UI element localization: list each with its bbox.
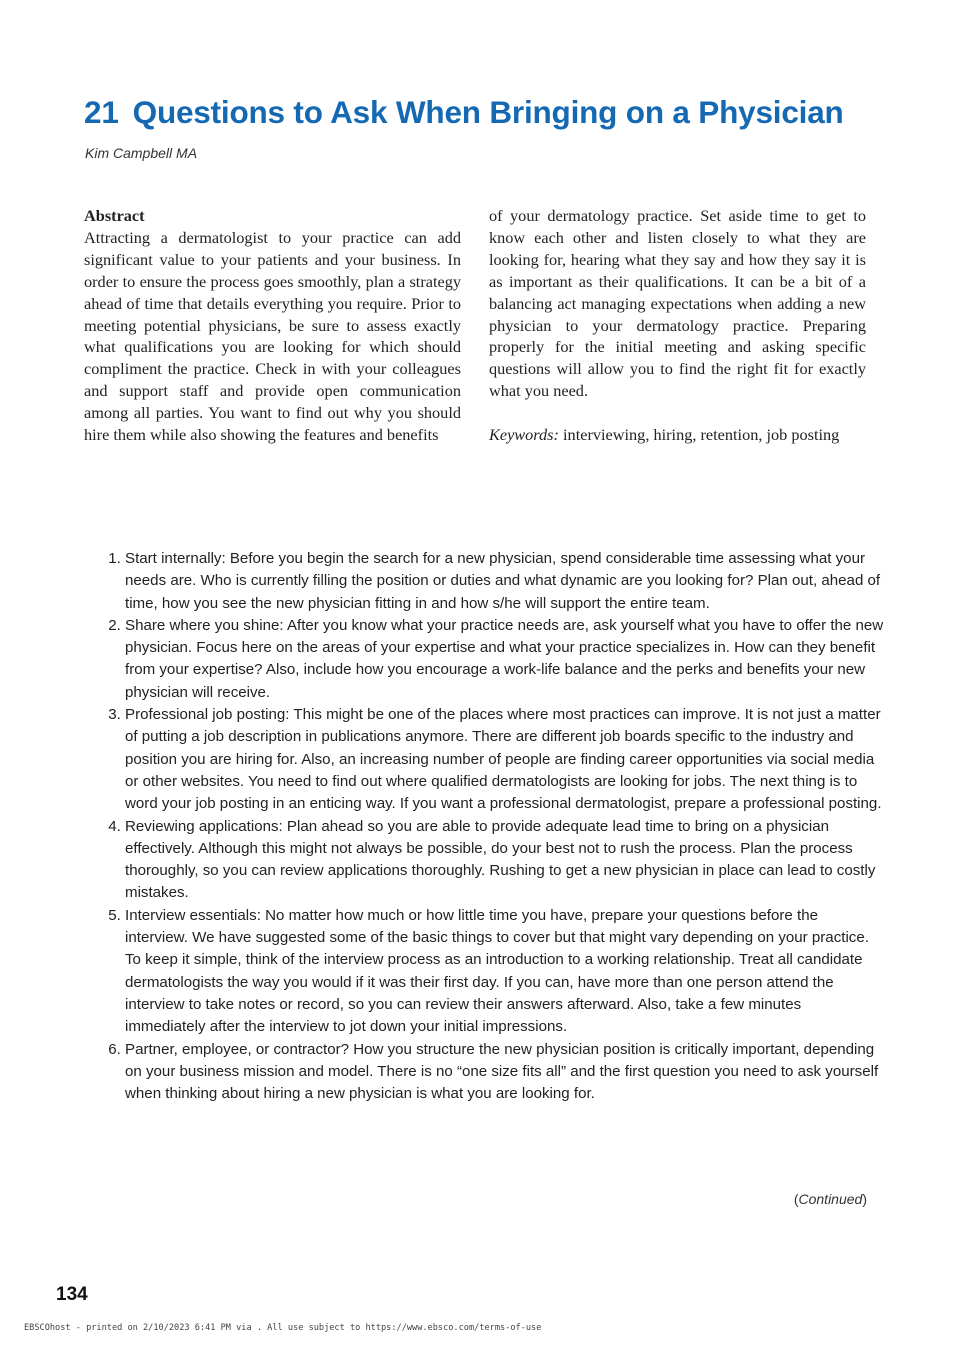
- footer-note: EBSCOhost - printed on 2/10/2023 6:41 PM via . All use subject to https://www.ebsco.com/terms-of-use: [24, 1323, 542, 1333]
- question-item-4: 4. Reviewing applications: Plan ahead so you are able to provide adequate lead time to bring on a physician effectively. Although this might not always be possible, do your best not to rush the process. Plan the process thoroughly, so you can review applications thoroughly. Rushing to get a new physician in place can lead to costly mistakes.: [125, 816, 885, 905]
- chapter-number: 21: [84, 94, 119, 130]
- questions-list: [95, 548, 885, 1105]
- keywords-label: Keywords:: [489, 425, 559, 445]
- question-item-3: 3. Professional job posting: This might be one of the places where most practices can improve. It is not just a matter of putting a job description in publications anymore. There are different job boards specific to the industry and position you are hiring for. Also, an increasing number of people are finding career opportunities via social media or other websites. You need to find out where qualified dermatologists are looking for jobs. The next thing is to word your job posting in an enticing way. If you want a professional dermatologist, prepare a professional posting.: [125, 704, 885, 815]
- continued-note: (Continued): [793, 1191, 867, 1207]
- question-item-6: 6. Partner, employee, or contractor? How you structure the new physician position is critically important, depending on your business mission and model. There is no “one size fits all” and the first question you need to ask yourself when thinking about hiring a new physician is what you are looking for.: [125, 1039, 885, 1106]
- chapter-title: [84, 94, 844, 131]
- keywords-list: interviewing, hiring, retention, job posting: [563, 425, 840, 445]
- keywords: [489, 424, 866, 446]
- abstract-column-right: [489, 205, 866, 446]
- question-item-2: 2. Share where you shine: After you know what your practice needs are, ask yourself what you have to offer the new physician. Focus here on the areas of your expertise and what your practice specializes in. How can they benefit from your expertise? Also, include how you encourage a work-life balance and the perks and benefits your new physician will receive.: [125, 615, 885, 704]
- abstract-text-part-2: of your dermatology practice. Set aside time to get to know each other and listen closely to what they are looking for, hearing what they say and how they say it is as important as their qualifications. It can be a bit of a balancing act managing expectations when adding a new physician to your dermatology practice. Preparing properly for the initial meeting and asking specific questions will allow you to find the right fit for exactly what you need.: [489, 206, 866, 401]
- chapter-title-text: Questions to Ask When Bringing on a Physician: [132, 94, 844, 130]
- question-item-5: 5. Interview essentials: No matter how much or how little time you have, prepare your questions before the interview. We have suggested some of the basic things to cover but that might vary depending on your practice. To keep it simple, think of the interview process as an introduction to a working relationship. Treat all candidate dermatologists the way you would if it was their first day. If you can, have more than one person attend the interview to take notes or record, so you can review their answers afterward. Also, take a few minutes immediately after the interview to jot down your initial impressions.: [125, 905, 885, 1039]
- abstract-column-left: [84, 205, 461, 446]
- abstract-text-part-1: Attracting a dermatologist to your practice can add significant value to your patients and your business. In order to ensure the process goes smoothly, plan a strategy ahead of time that details everything you require. Prior to meeting potential physicians, be sure to assess exactly what qualifications you are looking for which should compliment the practice. Check in with your colleagues and support staff and provide open communication among all parties. You want to find out why you should hire them while also showing the features and benefits: [84, 227, 461, 445]
- author-name: Kim Campbell MA: [85, 145, 198, 161]
- page-number: 134: [56, 1284, 88, 1305]
- question-item-1: 1. Start internally: Before you begin the search for a new physician, spend considerable time assessing what your needs are. Who is currently filling the position or duties and what dynamic are you looking for? Plan out, ahead of time, how you see the new physician fitting in and how s/he will support the entire team.: [125, 548, 885, 615]
- continued-label: Continued: [798, 1191, 863, 1207]
- abstract-heading: Abstract: [84, 206, 145, 225]
